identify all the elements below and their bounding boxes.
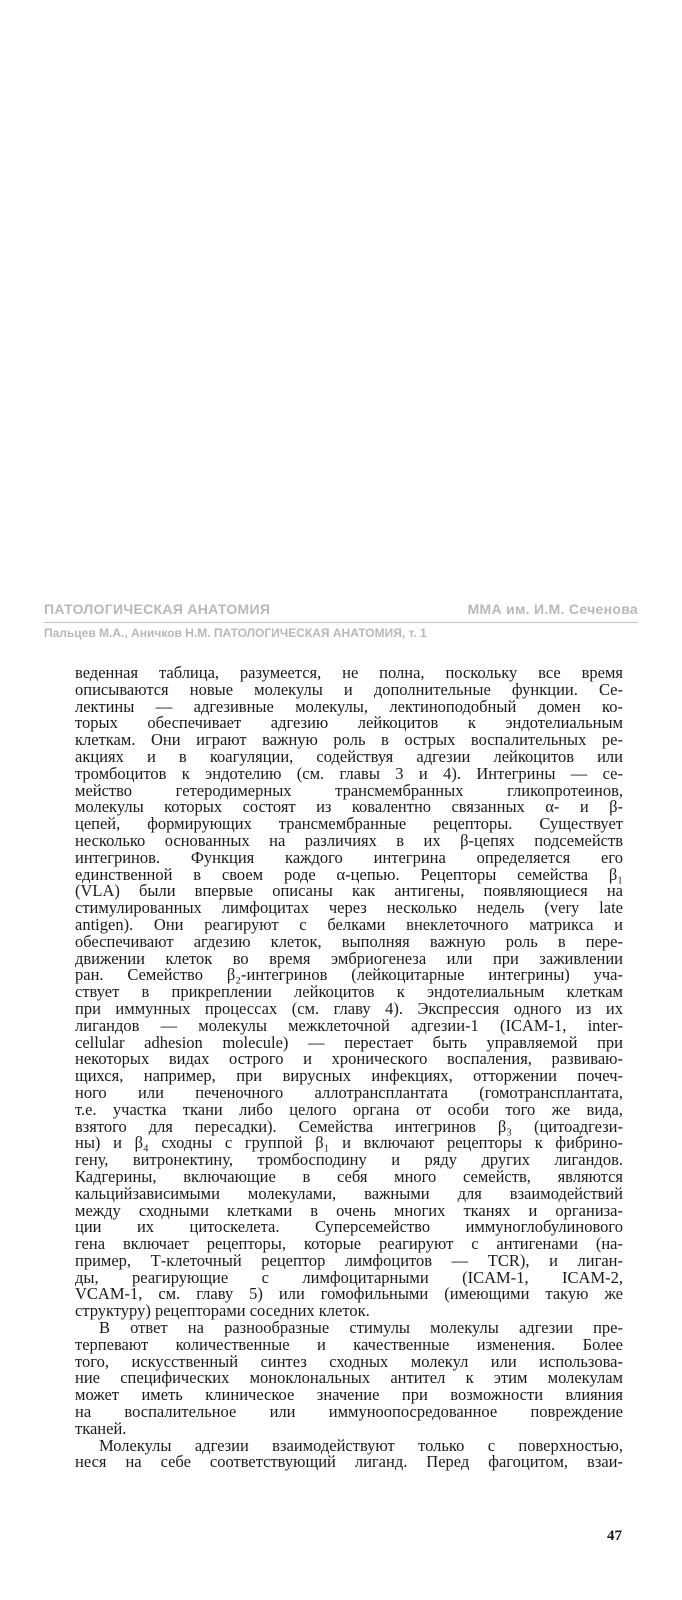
text-line: структуру) рецепторами соседних клеток.	[75, 1301, 370, 1321]
text-line: пример, Т-клеточный рецептор лимфоцитов — TCR), и лиган-	[75, 1250, 623, 1270]
text-line: (VLA) были впервые описаны как антигены, появляющиеся на	[75, 881, 623, 901]
text-line: ды, реагирующие с лимфоцитарными (ICAM-1, ICAM-2,	[75, 1267, 623, 1287]
text-line: мейство гетеродимерных трансмембранных гликопротеинов,	[75, 780, 623, 800]
text-line: того, искусственный синтез сходных молекул или использова-	[75, 1351, 623, 1371]
text-line: ного или печеночного аллотрансплантата (гомотрансплантата,	[75, 1082, 623, 1102]
text-line: веденная таблица, разумеется, не полна, поскольку все время	[75, 663, 623, 682]
text-line: cellular adhesion molecule) — перестает быть управляемой при	[75, 1032, 623, 1052]
text-line: лигандов — молекулы межклеточной адгезии-1 (ICAM-1, inter-	[75, 1015, 623, 1035]
body-text	[75, 665, 623, 1471]
paragraph	[75, 1435, 623, 1472]
text-line: интегринов. Функция каждого интегрина определяется его	[75, 847, 623, 867]
text-line: ции их цитоскелета. Суперсемейство иммуноглобулинового	[75, 1217, 623, 1237]
header-book-title: ПАТОЛОГИЧЕСКАЯ АНАТОМИЯ	[44, 601, 271, 617]
text-line: клеткам. Они играют важную роль в острых воспалительных ре-	[75, 730, 623, 750]
paragraph	[75, 665, 623, 1320]
text-line: тканей.	[75, 1418, 127, 1438]
text-line: кальцийзависимыми молекулами, важными для взаимодействий	[75, 1183, 623, 1203]
header-publisher: ММА им. И.М. Сеченова	[467, 601, 638, 617]
page-number: 47	[607, 1528, 622, 1544]
text-line: несколько основанных на различиях в их β-цепях подсемейств	[75, 830, 623, 850]
text-line: при иммунных процессах (см. главу 4). Экспрессия одного из их	[75, 998, 623, 1018]
text-line: В ответ на разнообразные стимулы молекулы адгезии пре-	[99, 1318, 623, 1338]
paragraph	[75, 1320, 623, 1438]
text-line: некоторых видах острого и хронического воспаления, развиваю-	[75, 1049, 623, 1069]
text-line: неся на себе соответствующий лиганд. Перед фагоцитом, взаи-	[75, 1452, 623, 1472]
text-line: гена включает рецепторы, которые реагируют с антигенами (на-	[75, 1234, 623, 1254]
text-line: ран. Семейство β₂-интегринов (лейкоцитарные интегрины) уча-	[75, 965, 623, 985]
text-line: лектины — адгезивные молекулы, лектиноподобный домен ко-	[75, 696, 623, 716]
text-line: antigen). Они реагируют с белками внеклеточного матрикса и	[75, 914, 623, 934]
text-line: гену, витронектину, тромбосподину и ряду других лигандов.	[75, 1150, 623, 1170]
text-line: стимулированных лимфоцитах через несколько недель (very late	[75, 898, 623, 918]
text-line: VCAM-1, см. главу 5) или гомофильными (имеющими такую же	[75, 1284, 623, 1304]
text-line: единственной в своем роде α-цепью. Рецепторы семейства β₁	[75, 864, 623, 884]
running-header	[44, 600, 638, 641]
text-line: ствует в прикреплении лейкоцитов к эндотелиальным клеткам	[75, 982, 623, 1002]
text-line: ние специфических моноклональных антител к этим молекулам	[75, 1368, 623, 1388]
text-line: акциях и в коагуляции, содействуя адгезии лейкоцитов или	[75, 746, 623, 766]
text-line: на воспалительное или иммуноопосредованное повреждение	[75, 1402, 623, 1422]
text-line: цепей, формирующих трансмембранные рецепторы. Существует	[75, 814, 623, 834]
header-row	[44, 600, 638, 618]
text-line: Молекулы адгезии взаимодействуют только с поверхностью,	[99, 1435, 623, 1455]
text-line: т.е. участка ткани либо целого органа от особи того же вида,	[75, 1099, 623, 1119]
text-line: обеспечивают агдезию клеток, выполняя важную роль в пере-	[75, 931, 623, 951]
text-line: торых обеспечивает адгезию лейкоцитов к эндотелиальным	[75, 713, 623, 733]
text-line: может иметь клиническое значение при возможности влияния	[75, 1385, 623, 1405]
text-line: терпевают количественные и качественные изменения. Более	[75, 1334, 623, 1354]
header-authors-line: Пальцев М.А., Аничков Н.М. ПАТОЛОГИЧЕСКАЯ АНАТОМИЯ, т. 1	[44, 626, 427, 640]
text-line: ны) и β₄ сходны с группой β₁ и включают рецепторы к фибрино-	[75, 1133, 623, 1153]
text-line: молекулы которых состоят из ковалентно связанных α- и β-	[75, 797, 623, 817]
text-line: взятого для пересадки). Семейства интегринов β₃ (цитоадгези-	[75, 1116, 623, 1136]
text-line: между сходными клетками в очень многих тканях и организа-	[75, 1200, 623, 1220]
text-line: описываются новые молекулы и дополнительные функции. Се-	[75, 679, 623, 699]
header-divider	[44, 622, 638, 623]
text-line: тромбоцитов к эндотелию (см. главы 3 и 4). Интегрины — се-	[75, 763, 623, 783]
text-line: Кадгерины, включающие в себя много семейств, являются	[75, 1166, 623, 1186]
text-line: щихся, например, при вирусных инфекциях, отторжении почеч-	[75, 1066, 623, 1086]
text-line: движении клеток во время эмбриогенеза или при заживлении	[75, 948, 623, 968]
